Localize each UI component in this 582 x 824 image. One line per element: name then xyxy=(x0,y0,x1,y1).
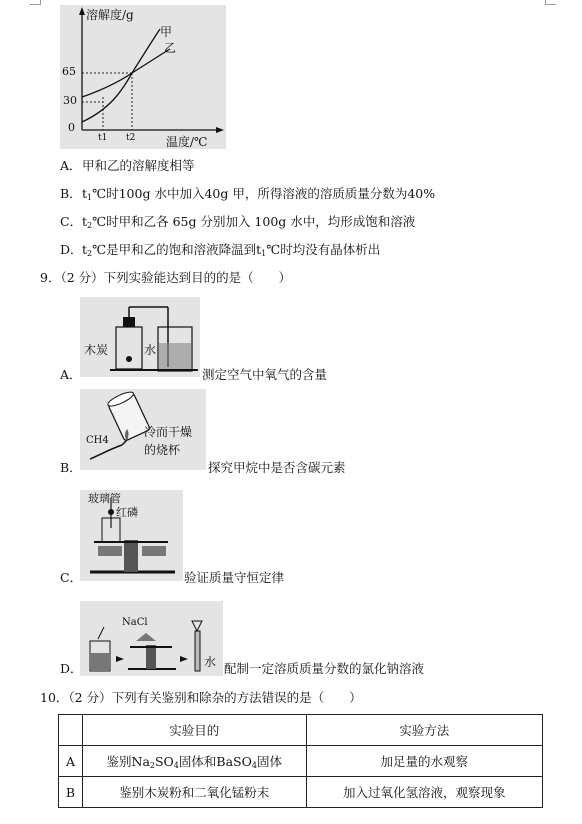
table-row-method: 加入过氧化氢溶液，观察现象 xyxy=(306,777,543,808)
q9-option-a[interactable]: A． 测定空气中氧气的含量 xyxy=(60,367,328,382)
q9-figure-a-svg xyxy=(80,297,200,377)
graph-ytick-0: 0 xyxy=(68,121,75,134)
q10-stem: 10．（2 分）下列有关鉴别和除杂的方法错误的是（ ） xyxy=(40,690,362,705)
graph-ytick-30: 30 xyxy=(63,94,77,107)
q9-option-d[interactable]: D． 配制一定溶质质量分数的氯化钠溶液 xyxy=(60,661,425,676)
q9-b-label-beaker: 的烧杯 xyxy=(144,443,181,457)
q8-option-a[interactable]: A．甲和乙的溶解度相等 xyxy=(60,158,195,173)
graph-ylabel: 溶解度/g xyxy=(86,8,134,22)
q9-b-label-ch4: CH4 xyxy=(86,435,109,446)
q9-stem: 9．（2 分）下列实验能达到目的的是（ ） xyxy=(40,270,292,285)
q9-option-b[interactable]: B． 探究甲烷中是否含碳元素 xyxy=(60,460,346,475)
table-header-purpose: 实验目的 xyxy=(82,715,306,746)
table-row-purpose: 鉴别$Na_2SO_4$固体和BaSO$_4$固体 xyxy=(82,746,306,777)
graph-xtick-t1: t1 xyxy=(98,133,108,143)
graph-ytick-65: 65 xyxy=(62,65,76,78)
q9-option-c[interactable]: C． 验证质量守恒定律 xyxy=(60,570,285,585)
graph-curve-yi-label: 乙 xyxy=(164,41,177,55)
q8-option-d[interactable]: D．$t_2℃$是甲和乙的饱和溶液降温到$t_1℃$时均没有晶体析出 xyxy=(60,242,381,258)
table-header-row xyxy=(59,715,543,746)
q9-d-label-water: 水 xyxy=(204,655,217,669)
x-axis-arrow xyxy=(216,127,224,133)
q9-figure-c xyxy=(80,490,183,581)
solubility-graph xyxy=(60,5,226,149)
graph-xtick-t2: t2 xyxy=(126,133,136,143)
q9-c-label-red-phosphorus: 红磷 xyxy=(116,506,138,519)
graph-curve-jia-label: 甲 xyxy=(160,25,173,39)
q8-option-b[interactable]: B．$t_1℃$时100g 水中加入40g 甲，所得溶液的溶质质量分数为40% xyxy=(60,186,436,202)
q9-a-label-water: 水 xyxy=(144,343,157,357)
q9-d-label-nacl: NaCl xyxy=(122,617,148,628)
curve-jia xyxy=(82,29,160,122)
q9-a-label-charcoal: 木炭 xyxy=(84,343,109,357)
q9-figure-a xyxy=(80,297,200,377)
q10-table xyxy=(58,714,543,808)
corner-mark-left xyxy=(30,0,41,5)
graph-xlabel: 温度/℃ xyxy=(166,135,208,149)
table-row-method: 加足量的水观察 xyxy=(306,746,543,777)
table-row-key: B xyxy=(59,777,83,808)
corner-mark-right xyxy=(545,0,556,5)
y-axis-arrow xyxy=(79,7,85,15)
table-row-key: A xyxy=(59,746,83,777)
table-header-key xyxy=(59,715,83,746)
q9-b-label-cold-dry: 冷而干燥 xyxy=(144,425,193,439)
table-row xyxy=(59,746,543,777)
table-row xyxy=(59,777,543,808)
table-row-purpose: 鉴别木炭粉和二氧化锰粉末 xyxy=(82,777,306,808)
solubility-graph-svg xyxy=(60,5,226,149)
q8-option-c[interactable]: C．$t_2℃$时甲和乙各 65g 分别加入 100g 水中，均形成饱和溶液 xyxy=(60,214,416,230)
q9-figure-b xyxy=(80,389,206,470)
q9-c-label-glass-tube: 玻璃管 xyxy=(88,492,121,505)
table-header-method: 实验方法 xyxy=(306,715,543,746)
